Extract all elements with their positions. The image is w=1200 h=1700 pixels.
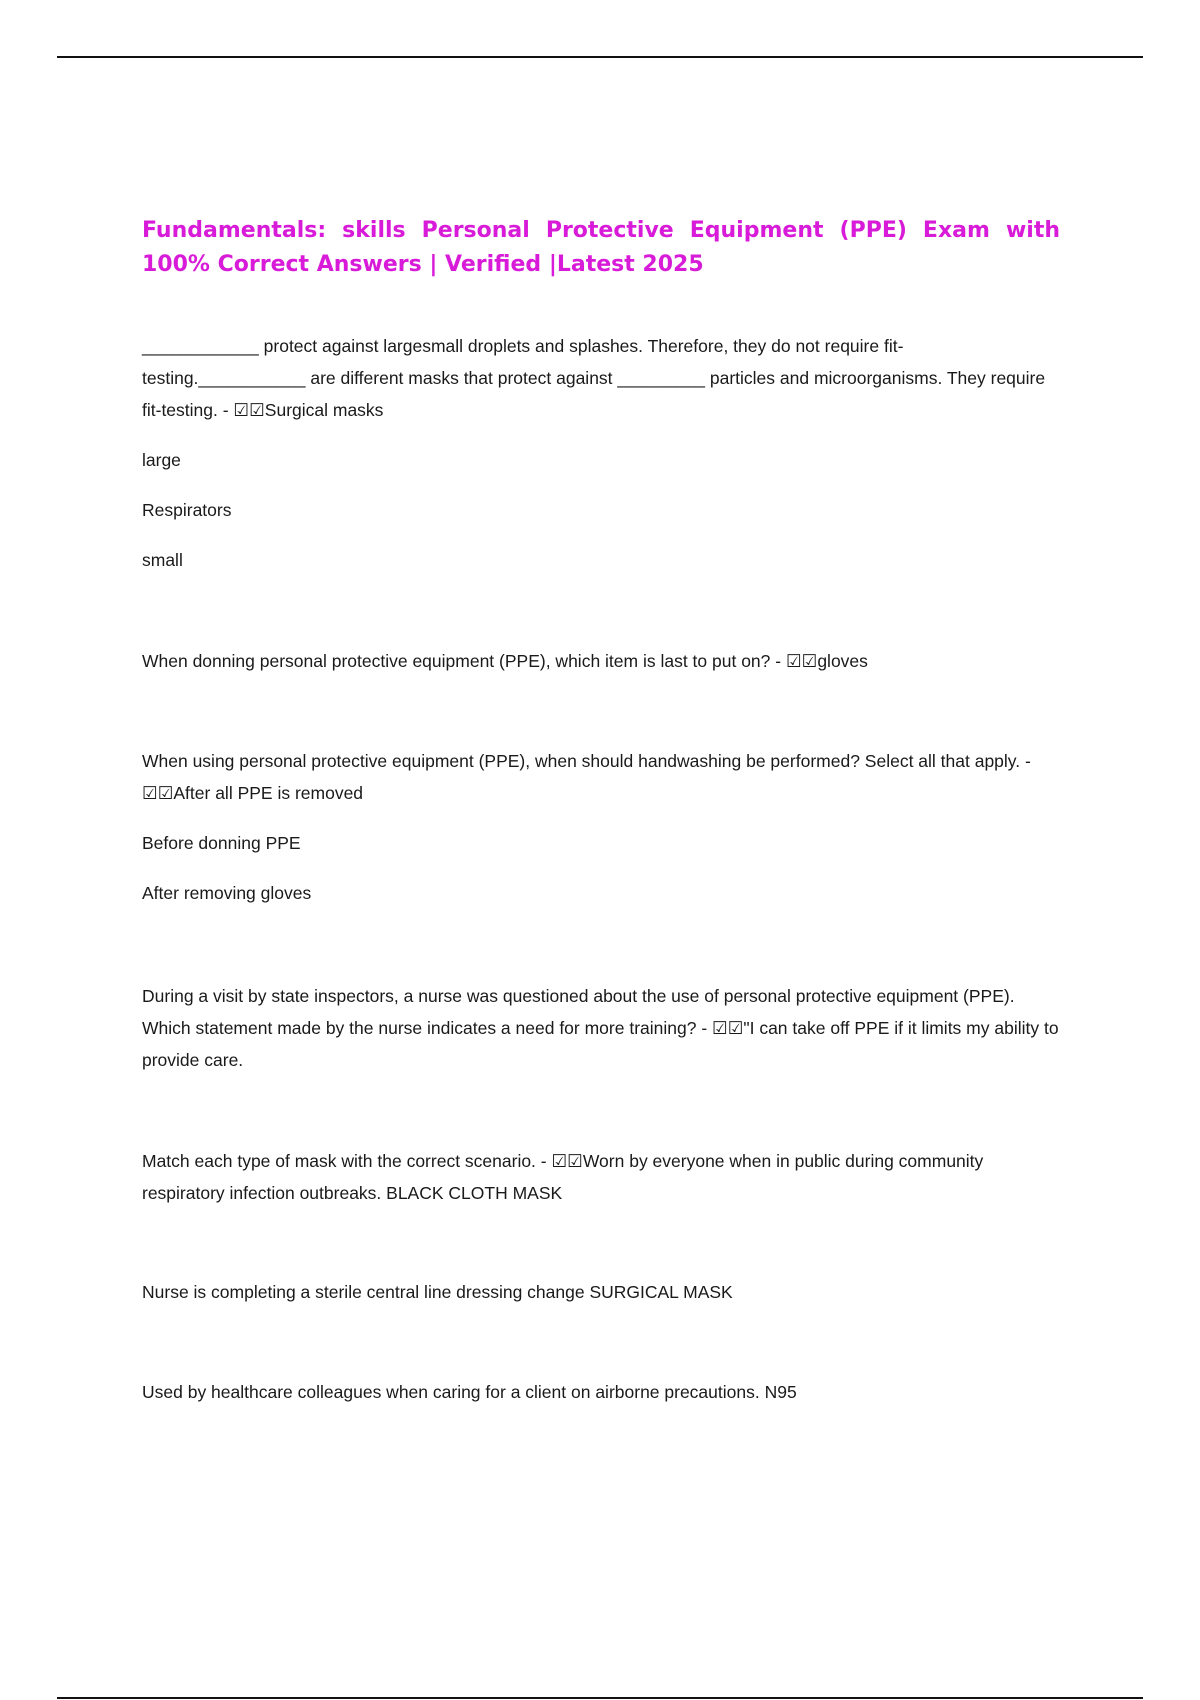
question-text: Nurse is completing a sterile central line dressing change SURGICAL MASK — [142, 1282, 733, 1302]
question-text: Used by healthcare colleagues when caring for a client on airborne precautions. N95 — [142, 1382, 797, 1402]
question-text: Match each type of mask with the correct scenario. - ☑☑Worn by everyone when in public during community respiratory infection outbreaks. BLACK CLOTH MASK — [142, 1151, 984, 1203]
question-text: When using personal protective equipment (PPE), when should handwashing be performed? Select all that apply. - ☑☑After all PPE is removed — [142, 751, 1031, 803]
page-title: Fundamentals: skills Personal Protective Equipment (PPE) Exam with 100% Correct Answers | Verified |Latest 2025 — [142, 218, 1060, 277]
qa-item-6 — [142, 1276, 1062, 1308]
question-text: ____________ protect against largesmall droplets and splashes. Therefore, they do not require fit-testing.___________ are different masks that protect against _________ particles and microorganisms. They require fit-testing. - ☑☑Surgical masks — [142, 336, 1046, 420]
answer-option: large — [142, 450, 181, 470]
question-text: During a visit by state inspectors, a nurse was questioned about the use of personal protective equipment (PPE). Which statement made by the nurse indicates a need for more training? - ☑☑"I can take off PPE if it limits my ability to provide care. — [142, 986, 1059, 1070]
answer-option: Before donning PPE — [142, 833, 301, 853]
qa-item-3 — [142, 745, 1062, 909]
qa-item-4 — [142, 980, 1062, 1076]
qa-item-5 — [142, 1145, 1062, 1209]
question-text: When donning personal protective equipment (PPE), which item is last to put on? - ☑☑gloves — [142, 651, 868, 671]
qa-item-7 — [142, 1376, 1062, 1408]
top-rule — [57, 56, 1143, 58]
answer-option: After removing gloves — [142, 883, 312, 903]
bottom-rule — [57, 1697, 1143, 1699]
answer-option: Respirators — [142, 500, 232, 520]
qa-item-2 — [142, 645, 1062, 677]
answer-option: small — [142, 550, 183, 570]
qa-item-1 — [142, 330, 1062, 576]
